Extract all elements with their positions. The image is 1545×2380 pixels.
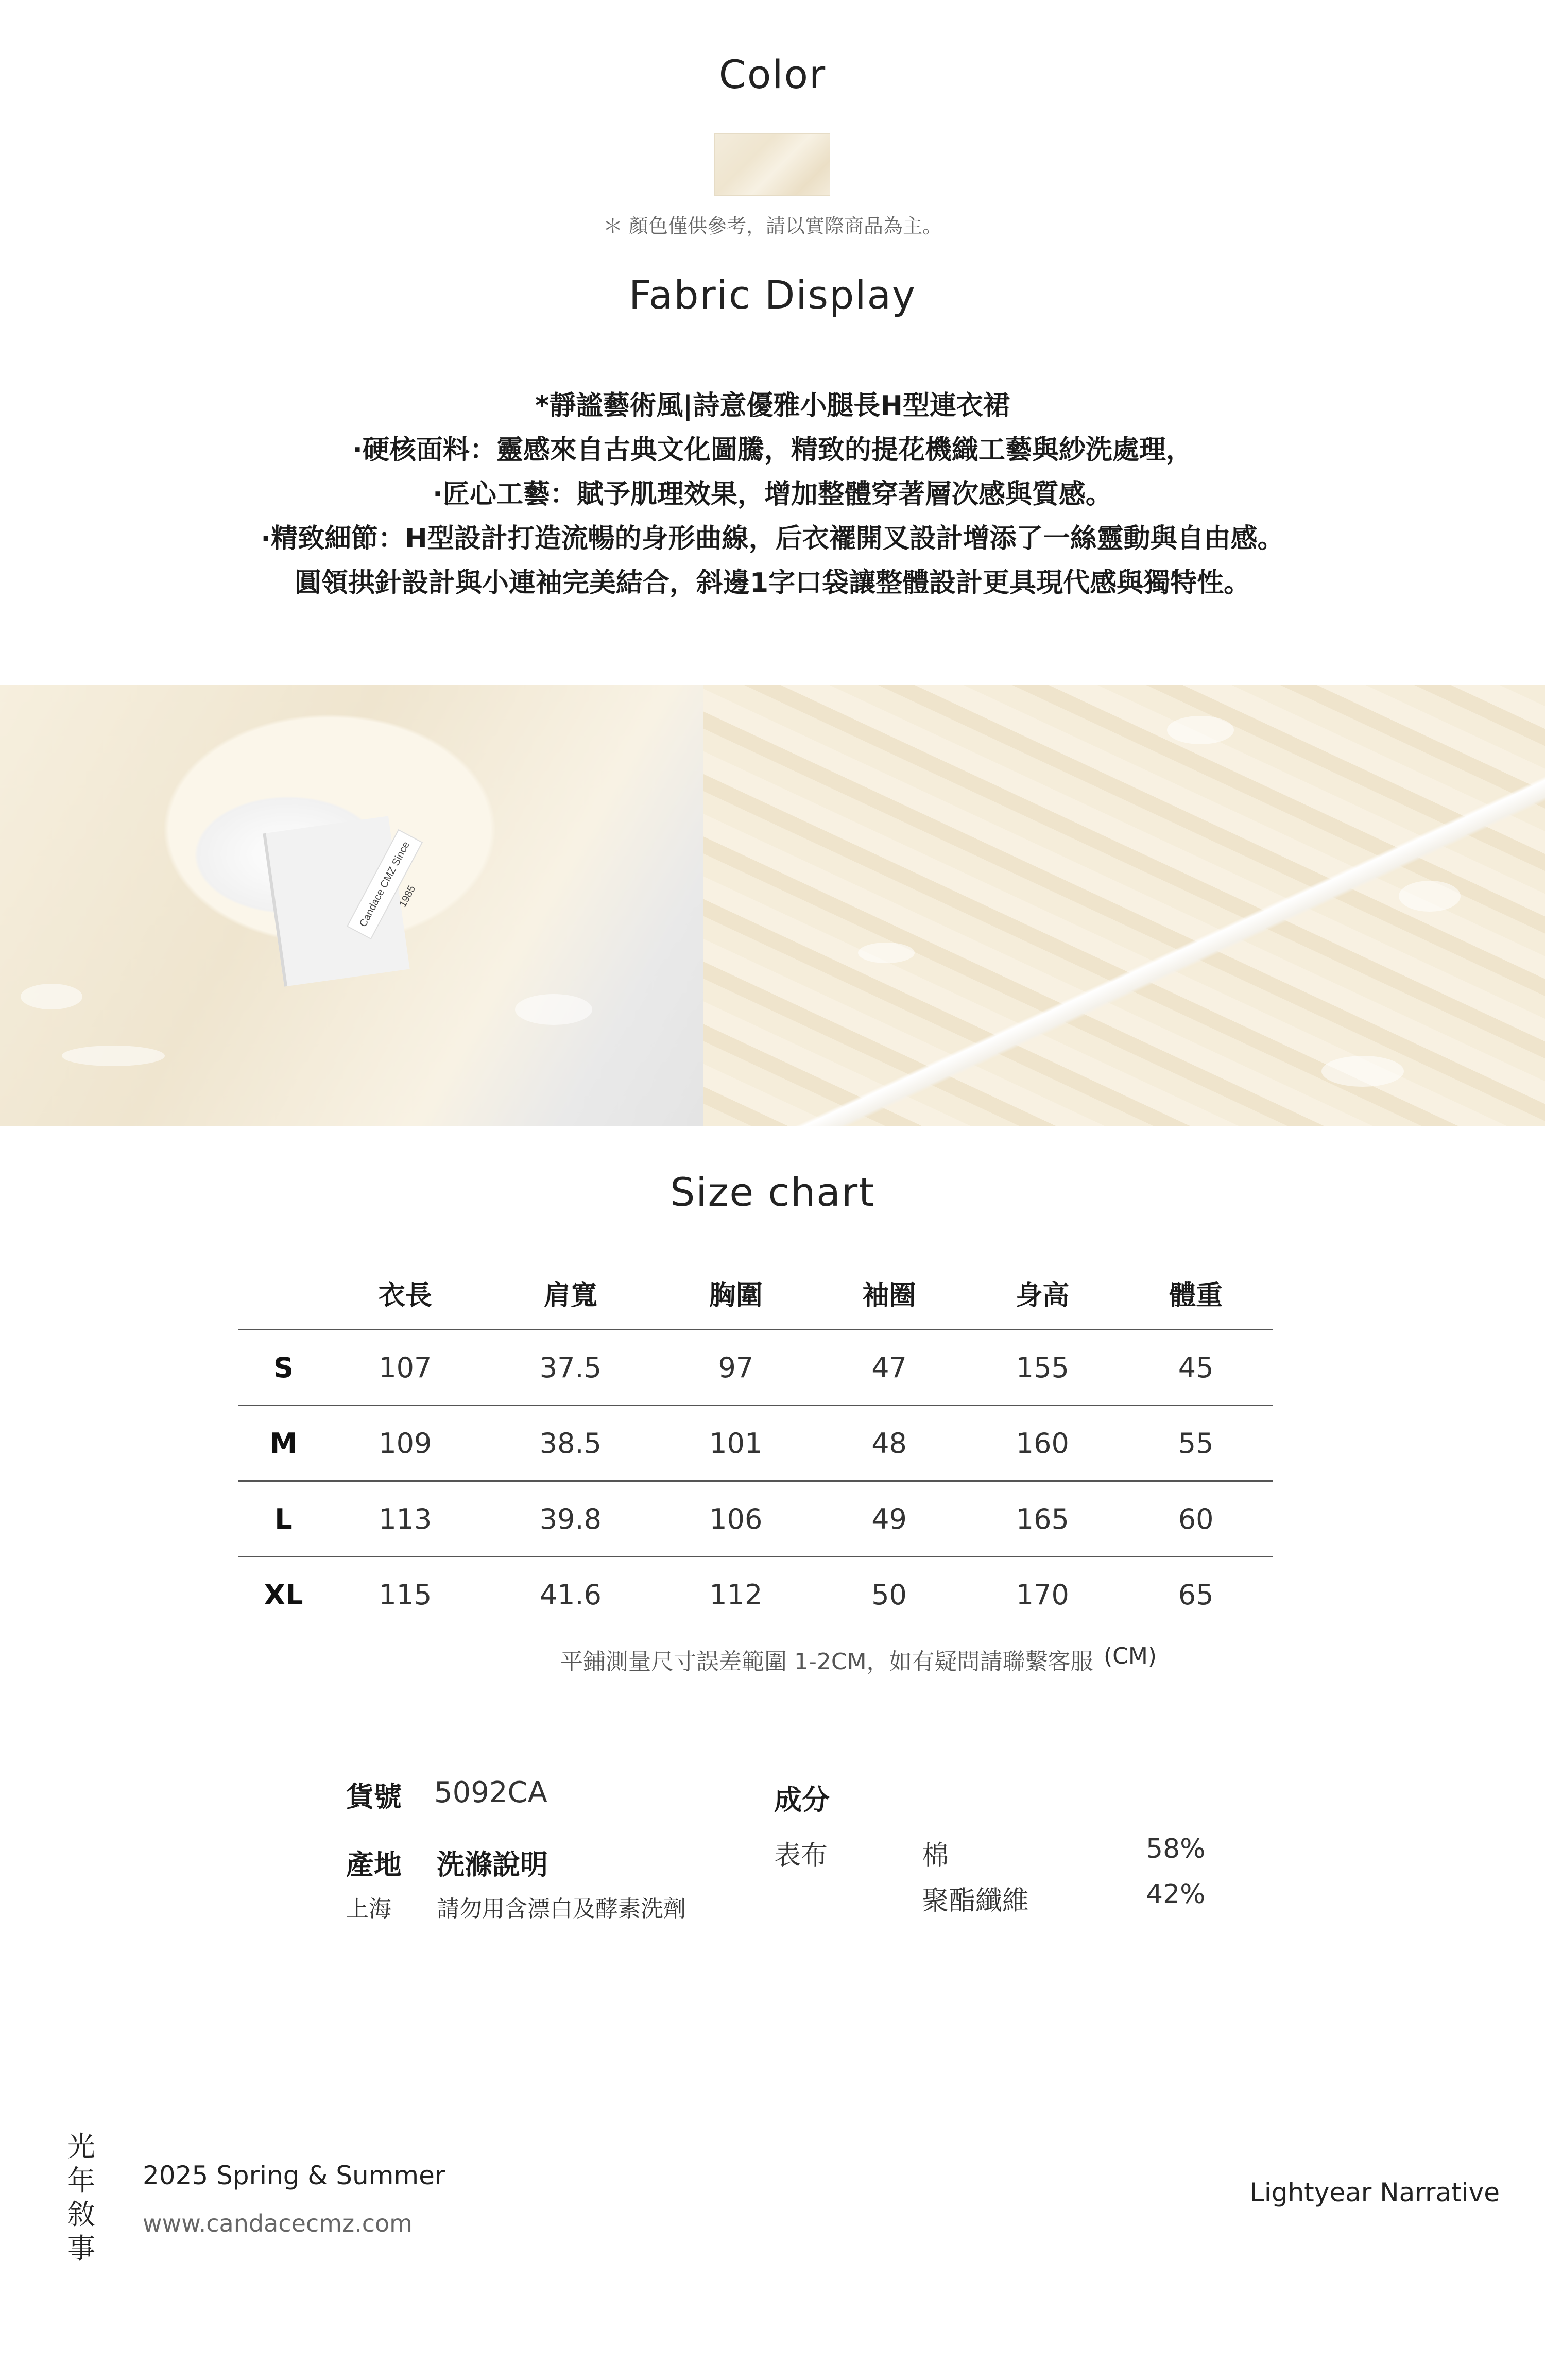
table-cell: 155 bbox=[966, 1330, 1119, 1406]
size-label: S bbox=[238, 1330, 329, 1406]
fabric-photo-hem bbox=[703, 685, 1545, 1126]
care-value: 請勿用含漂白及酵素洗劑 bbox=[437, 1896, 686, 1922]
material-percent: 58% bbox=[1146, 1834, 1206, 1864]
season-text: 2025 Spring & Summer bbox=[143, 2161, 445, 2190]
size-label: L bbox=[238, 1481, 329, 1557]
material-name: 棉 bbox=[922, 1840, 949, 1871]
table-cell: 109 bbox=[329, 1406, 482, 1481]
desc-line-1: *靜謐藝術風|詩意優雅小腿長H型連衣裙 bbox=[535, 390, 1010, 421]
table-cell: 113 bbox=[329, 1481, 482, 1557]
table-cell: 45 bbox=[1119, 1330, 1273, 1406]
fabric-photo-neckline bbox=[0, 685, 703, 1126]
col-header: 肩寬 bbox=[543, 1280, 597, 1311]
table-cell: 37.5 bbox=[482, 1330, 659, 1406]
sku-label: 貨號 bbox=[346, 1780, 402, 1813]
col-header: 衣長 bbox=[378, 1280, 432, 1311]
size-note: 平鋪測量尺寸誤差範圍 1-2CM，如有疑問請聯繫客服 bbox=[560, 1649, 1093, 1675]
table-cell: 112 bbox=[659, 1557, 813, 1632]
table-cell: 48 bbox=[813, 1406, 966, 1481]
brand-label: Candace CMZ Since 1985 bbox=[347, 829, 423, 939]
size-unit: (CM) bbox=[1104, 1643, 1157, 1669]
size-label: M bbox=[238, 1406, 329, 1481]
table-cell: 106 bbox=[659, 1481, 813, 1557]
origin-label: 產地 bbox=[346, 1848, 402, 1881]
table-cell: 47 bbox=[813, 1330, 966, 1406]
logo-char: 事 bbox=[67, 2232, 95, 2265]
desc-line-2: ·硬核面料：靈感來自古典文化圖騰，精致的提花機織工藝與紗洗處理， bbox=[352, 435, 1193, 466]
table-row bbox=[238, 1557, 1273, 1632]
header-corner bbox=[238, 1257, 329, 1330]
composition-label: 成分 bbox=[774, 1784, 830, 1816]
color-title: Color bbox=[718, 52, 827, 97]
logo-char: 年 bbox=[67, 2164, 95, 2197]
material-name: 聚酯纖維 bbox=[922, 1886, 1029, 1916]
fabric-part: 表布 bbox=[774, 1840, 828, 1871]
logo-char: 敘 bbox=[67, 2198, 95, 2231]
website-link[interactable]: www.candacecmz.com bbox=[143, 2210, 413, 2237]
logo-char: 光 bbox=[67, 2130, 95, 2163]
size-label: XL bbox=[238, 1557, 329, 1632]
table-cell: 50 bbox=[813, 1557, 966, 1632]
col-header: 袖圈 bbox=[862, 1280, 916, 1311]
sku-value: 5092CA bbox=[434, 1776, 547, 1809]
table-cell: 49 bbox=[813, 1481, 966, 1557]
table-row bbox=[238, 1330, 1273, 1406]
table-cell: 41.6 bbox=[482, 1557, 659, 1632]
brand-name-en: Lightyear Narrative bbox=[1250, 2178, 1500, 2207]
fabric-title: Fabric Display bbox=[629, 272, 916, 318]
color-swatch[interactable] bbox=[714, 133, 830, 196]
table-cell: 107 bbox=[329, 1330, 482, 1406]
desc-line-4: ·精致細節：H型設計打造流暢的身形曲線，后衣襬開叉設計增添了一絲靈動與自由感。 bbox=[261, 523, 1284, 554]
desc-line-3: ·匠心工藝：賦予肌理效果，增加整體穿著層次感與質感。 bbox=[433, 479, 1112, 510]
color-note: ＊ 顏色僅供參考，請以實際商品為主。 bbox=[603, 215, 942, 237]
size-chart-title: Size chart bbox=[670, 1169, 875, 1215]
col-header: 身高 bbox=[1016, 1280, 1070, 1311]
table-row bbox=[238, 1406, 1273, 1481]
table-cell: 38.5 bbox=[482, 1406, 659, 1481]
table-cell: 65 bbox=[1119, 1557, 1273, 1632]
size-table-header bbox=[238, 1257, 1273, 1330]
table-cell: 165 bbox=[966, 1481, 1119, 1557]
material-percent: 42% bbox=[1146, 1879, 1206, 1910]
fabric-description bbox=[0, 384, 1545, 605]
table-cell: 115 bbox=[329, 1557, 482, 1632]
origin-value: 上海 bbox=[346, 1896, 391, 1922]
desc-line-5: 圓領拱針設計與小連袖完美結合，斜邊1字口袋讓整體設計更具現代感與獨特性。 bbox=[294, 568, 1251, 598]
table-cell: 101 bbox=[659, 1406, 813, 1481]
table-cell: 39.8 bbox=[482, 1481, 659, 1557]
brand-logo-vertical bbox=[66, 2130, 97, 2266]
table-cell: 55 bbox=[1119, 1406, 1273, 1481]
table-cell: 97 bbox=[659, 1330, 813, 1406]
size-table bbox=[238, 1257, 1273, 1632]
table-cell: 170 bbox=[966, 1557, 1119, 1632]
col-header: 體重 bbox=[1169, 1280, 1223, 1311]
table-cell: 60 bbox=[1119, 1481, 1273, 1557]
col-header: 胸圍 bbox=[709, 1280, 763, 1311]
care-label: 洗滌說明 bbox=[437, 1848, 548, 1881]
table-row bbox=[238, 1481, 1273, 1557]
table-cell: 160 bbox=[966, 1406, 1119, 1481]
